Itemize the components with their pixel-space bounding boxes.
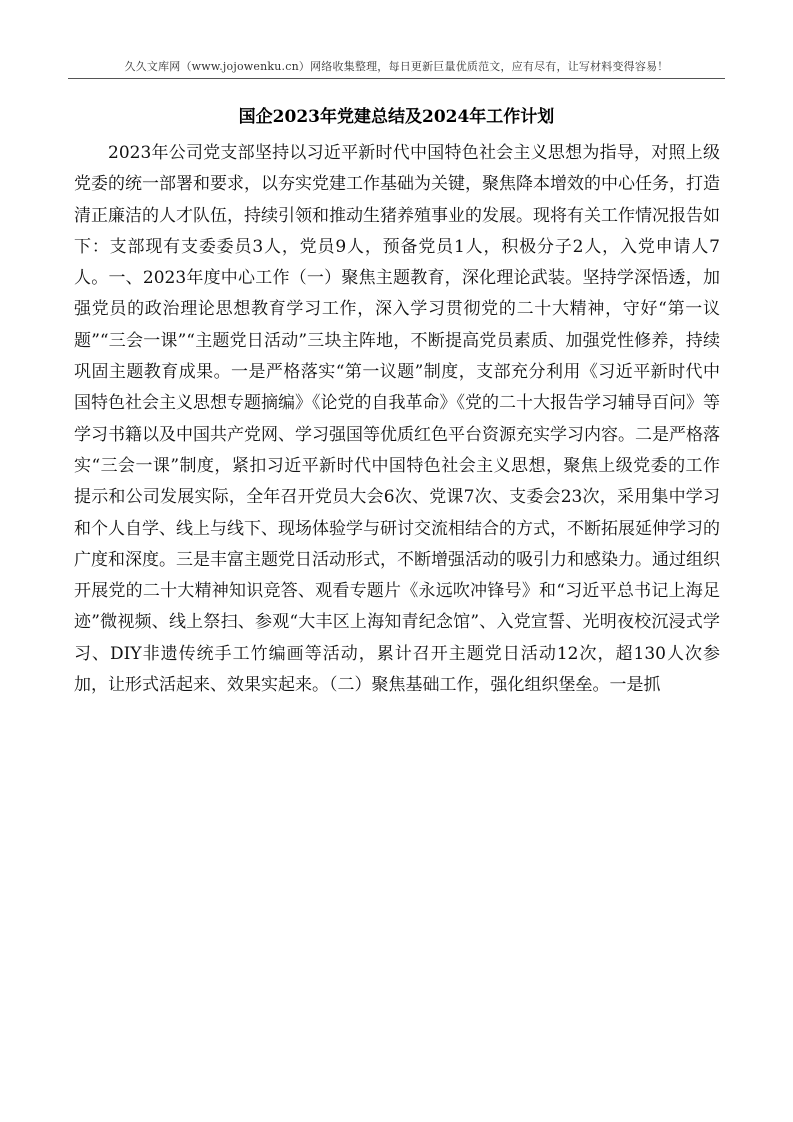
document-title: 国企2023年党建总结及2024年工作计划 <box>238 107 555 127</box>
header-banner: 久久文库网（www.jojowenku.cn）网络收集整理，每日更新巨量优质范文，应有尽有，让写材料变得容易！ <box>124 60 669 73</box>
header-divider <box>68 78 725 79</box>
document-body-paragraph: 2023年公司党支部坚持以习近平新时代中国特色社会主义思想为指导，对照上级党委的统一部署和要求，以夯实党建工作基础为关键，聚焦降本增效的中心任务，打造清正廉洁的人才队伍，持续引领和推动生猪养殖事业的发展。现将有关工作情况报告如下：支部现有支委委员3人，党员9人，预备党员1人，积极分子2人，入党申请人7人。一、2023年度中心工作（一）聚焦主题教育，深化理论武装。坚持学深悟透，加强党员的政治理论思想教育学习工作，深入学习贯彻党的二十大精神，守好“第一议题”“三会一课”“主题党日活动”三块主阵地，不断提高党员素质、加强党性修养，持续巩固主题教育成果。一是严格落实“第一议题”制度，支部充分利用《习近平新时代中国特色社会主义思想专题摘编》《论党的自我革命》《党的二十大报告学习辅导百问》等学习书籍以及中国共产党网、学习强国等优质红色平台资源充实学习内容。二是严格落实“三会一课”制度，紧扣习近平新时代中国特色社会主义思想，聚焦上级党委的工作提示和公司发展实际，全年召开党员大会6次、党课7次、支委会23次，采用集中学习和个人自学、线上与线下、现场体验学与研讨交流相结合的方式，不断拓展延伸学习的广度和深度。三是丰富主题党日活动形式，不断增强活动的吸引力和感染力。通过组织开展党的二十大精神知识竞答、观看专题片《永远吹冲锋号》和“习近平总书记上海足迹”微视频、线上祭扫、参观“大丰区上海知青纪念馆”、入党宣誓、光明夜校沉浸式学习、DIY非遗传统手工竹编画等活动，累计召开主题党日活动12次，超130人次参加，让形式活起来、效果实起来。（二）聚焦基础工作，强化组织堡垒。一是抓 <box>74 143 720 696</box>
